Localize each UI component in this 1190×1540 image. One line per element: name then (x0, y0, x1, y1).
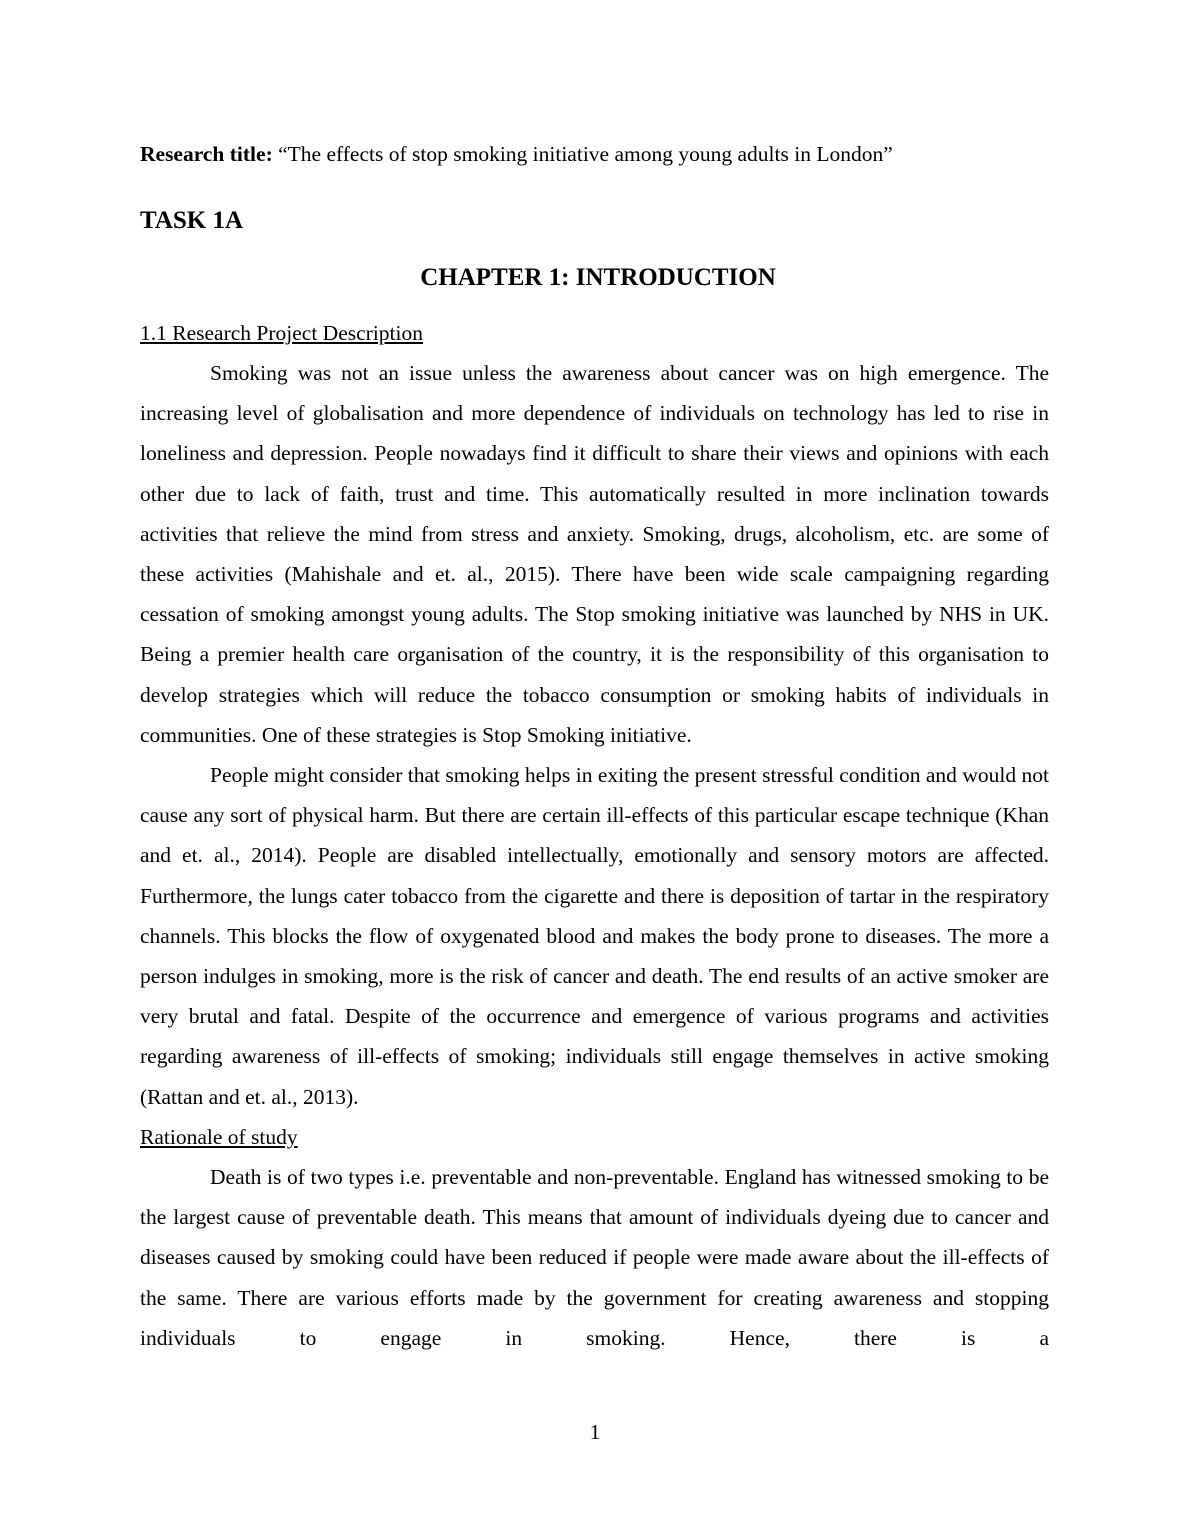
section-heading-rationale-of-study: Rationale of study (140, 1124, 298, 1149)
research-title-label: Research title: (140, 142, 273, 166)
task-heading: TASK 1A (140, 207, 244, 234)
paragraph-rationale-1: Death is of two types i.e. preventable and non-preventable. England has witnessed smoking to be the largest cause of preventable death. This means that amount of individuals dyeing due to cancer and diseases caused by smoking could have been reduced if people were made aware about the ill-effects of the same. There are various efforts made by the government for creating awareness and stopping individuals to engage in smoking. Hence, there is a (140, 1165, 1049, 1350)
chapter-heading: CHAPTER 1: INTRODUCTION (420, 264, 776, 291)
research-title-line (140, 140, 1049, 168)
paragraph-project-description-2: People might consider that smoking helps in exiting the present stressful condition and would not cause any sort of physical harm. But there are certain ill-effects of this particular escape technique (Khan and et. al., 2014). People are disabled intellectually, emotionally and sensory motors are affected. Furthermore, the lungs cater tobacco from the cigarette and there is deposition of tartar in the respiratory channels. This blocks the flow of oxygenated blood and makes the body prone to diseases. The more a person indulges in smoking, more is the risk of cancer and death. The end results of an active smoker are very brutal and fatal. Despite of the occurrence and emergence of various programs and activities regarding awareness of ill-effects of smoking; individuals still engage themselves in active smoking (Rattan and et. al., 2013). (140, 763, 1049, 1109)
body-text (140, 353, 1049, 1358)
page-number: 1 (589, 1420, 601, 1444)
section-heading-research-project-description: 1.1 Research Project Description (140, 321, 423, 345)
research-title-text: “The effects of stop smoking initiative among young adults in London” (272, 142, 893, 166)
paragraph-project-description-1: Smoking was not an issue unless the awareness about cancer was on high emergence. The increasing level of globalisation and more dependence of individuals on technology has led to rise in loneliness and depression. People nowadays find it difficult to share their views and opinions with each other due to lack of faith, trust and time. This automatically resulted in more inclination towards activities that relieve the mind from stress and anxiety. Smoking, drugs, alcoholism, etc. are some of these activities (Mahishale and et. al., 2015). There have been wide scale campaigning regarding cessation of smoking amongst young adults. The Stop smoking initiative was launched by NHS in UK. Being a premier health care organisation of the country, it is the responsibility of this organisation to develop strategies which will reduce the tobacco consumption or smoking habits of individuals in communities. One of these strategies is Stop Smoking initiative. (140, 361, 1049, 747)
